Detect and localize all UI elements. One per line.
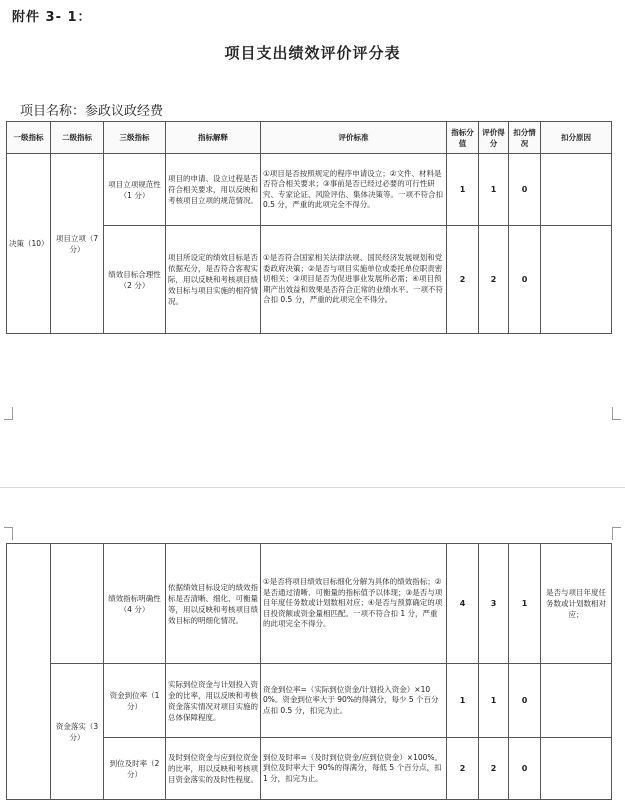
reason-cell xyxy=(541,226,612,334)
table-row xyxy=(7,544,612,664)
level2-cell: 资金落实（3 分） xyxy=(51,664,104,800)
got-cell: 3 xyxy=(479,544,509,664)
score-cell: 4 xyxy=(447,544,479,664)
explanation-cell: 项目所设定的绩效目标是否依据充分，是否符合客观实际，用以反映和考核项目绩效目标与项目实施的相符情况。 xyxy=(166,226,261,334)
explanation-cell: 依据绩效目标设定的绩效指标是否清晰、细化、可衡量等，用以反映和考核项目绩效目标的明细化情况。 xyxy=(166,544,261,664)
got-cell: 2 xyxy=(479,738,509,800)
score-cell: 1 xyxy=(447,664,479,738)
deduct-cell: 0 xyxy=(509,664,541,738)
level2-cell: 项目立项（7 分） xyxy=(51,154,104,334)
level3-cell: 到位及时率（2 分） xyxy=(104,738,166,800)
col-level3: 三级指标 xyxy=(104,122,166,154)
col-level2: 二级指标 xyxy=(51,122,104,154)
score-cell: 2 xyxy=(447,738,479,800)
reason-cell: 是否与项目年度任务数或计划数相对应； xyxy=(541,544,612,664)
col-got: 评价得分 xyxy=(479,122,509,154)
col-deduct: 扣分情况 xyxy=(509,122,541,154)
got-cell: 1 xyxy=(479,154,509,226)
score-cell: 2 xyxy=(447,226,479,334)
score-cell: 1 xyxy=(447,154,479,226)
col-explanation: 指标解释 xyxy=(166,122,261,154)
got-cell: 2 xyxy=(479,226,509,334)
page-corner-mark xyxy=(612,407,621,420)
level3-cell: 绩效目标合理性（2 分） xyxy=(104,226,166,334)
criteria-cell: ①项目是否按照规定的程序申请设立；②文件、材料是否符合相关要求；③事前是否已经过必要的可行性研究、专家论证、风险评估、集体决策等。一项不符合扣 0.5 分，严重的此项完全不得分。 xyxy=(261,154,447,226)
deduct-cell: 1 xyxy=(509,544,541,664)
level2-cell xyxy=(51,544,104,664)
explanation-cell: 及时到位资金与应到位资金的比率，用以反映和考核项目资金落实的及时性程度。 xyxy=(166,738,261,800)
criteria-cell: 资金到位率=（实际到位资金/计划投入资金）×100%。资金到位率大于 90%的得满分，每少 5 个百分点扣 0.5 分，扣完为止。 xyxy=(261,664,447,738)
got-cell: 1 xyxy=(479,664,509,738)
page-corner-mark xyxy=(612,527,621,540)
deduct-cell: 0 xyxy=(509,154,541,226)
page-separator xyxy=(0,487,625,488)
col-level1: 一级指标 xyxy=(7,122,51,154)
col-score: 指标分值 xyxy=(447,122,479,154)
reason-cell xyxy=(541,738,612,800)
level1-cell: 决策（10） xyxy=(7,154,51,334)
page-title: 项目支出绩效评价评分表 xyxy=(224,44,401,62)
score-table-page1 xyxy=(6,121,612,334)
page-corner-mark xyxy=(4,527,13,540)
table-row xyxy=(7,154,612,226)
explanation-cell: 实际到位资金与计划投入资金的比率，用以反映和考核资金落实情况对项目实施的总体保障程度。 xyxy=(166,664,261,738)
level3-cell: 项目立项规范性（1 分） xyxy=(104,154,166,226)
level3-cell: 绩效指标明确性（4 分） xyxy=(104,544,166,664)
level3-cell: 资金到位率（1 分） xyxy=(104,664,166,738)
criteria-cell: 到位及时率=（及时到位资金/应到位资金）×100%。到位及时率大于 90%的得满分，每低 5 个百分点，扣 1 分，扣完为止。 xyxy=(261,738,447,800)
score-table-page2 xyxy=(6,543,612,800)
deduct-cell: 0 xyxy=(509,738,541,800)
explanation-cell: 项目的申请、设立过程是否符合相关要求，用以反映和考核项目立项的规范情况。 xyxy=(166,154,261,226)
attachment-label: 附件 3- 1： xyxy=(12,10,92,25)
reason-cell xyxy=(541,664,612,738)
page-corner-mark xyxy=(4,407,13,420)
reason-cell xyxy=(541,154,612,226)
deduct-cell: 0 xyxy=(509,226,541,334)
criteria-cell: ①是否符合国家相关法律法规、国民经济发展规划和党委政府决策；②是否与项目实施单位或委托单位职责密切相关；③项目是否为促进事业发展所必需；④项目预期产出效益和效果是否符合正常的业绩水平。一项不符合扣 0.5 分，严重的此项完全不得分。 xyxy=(261,226,447,334)
level1-cell xyxy=(7,544,51,800)
criteria-cell: ①是否将项目绩效目标细化分解为具体的绩效指标；②是否通过清晰、可衡量的指标值予以体现；③是否与项目年度任务数或计划数相对应；④是否与预算确定的项目投资额或资金量相匹配。一项不符合扣 1 分，严重的此项完全不得分。 xyxy=(261,544,447,664)
col-criteria: 评价标准 xyxy=(261,122,447,154)
col-reason: 扣分原因 xyxy=(541,122,612,154)
table-row xyxy=(7,664,612,738)
project-name: 项目名称：参政议政经费 xyxy=(20,104,164,119)
header-row xyxy=(7,122,612,154)
